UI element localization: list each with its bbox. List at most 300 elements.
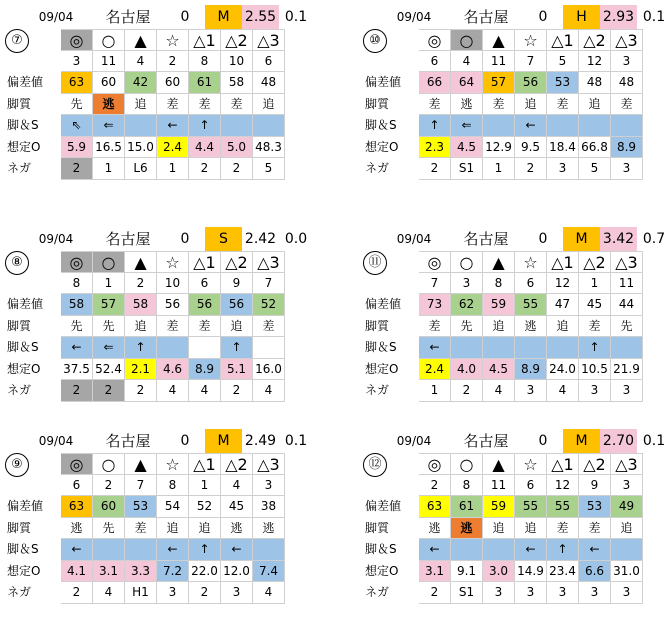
horse-number: 7 xyxy=(419,273,451,295)
row-label: ネガ xyxy=(7,161,32,175)
odds-cell: 9.5 xyxy=(515,137,547,159)
deviation-cell: 42 xyxy=(125,72,157,94)
odds-cell: 48.3 xyxy=(253,137,285,159)
race-table xyxy=(5,251,305,402)
mark-cell: ▲ xyxy=(125,453,157,475)
horse-number: 4 xyxy=(125,51,157,73)
race-value: 2.70 xyxy=(600,429,637,453)
deviation-cell: 57 xyxy=(483,72,515,94)
nega-cell: H1 xyxy=(125,582,157,604)
mark-cell: ☆ xyxy=(157,29,189,51)
horse-number: 12 xyxy=(547,475,579,497)
odds-cell: 4.0 xyxy=(451,359,483,381)
row-label xyxy=(5,51,61,73)
mark-cell: ☆ xyxy=(515,29,547,51)
row-label: 脚＆S xyxy=(7,118,39,132)
horse-number: 11 xyxy=(611,273,643,295)
pace-cell: ↑ xyxy=(547,539,579,561)
horse-number: 6 xyxy=(61,475,93,497)
race-zero: 0 xyxy=(538,231,548,247)
nega-cell: 1 xyxy=(419,380,451,402)
race-zero: 0 xyxy=(180,231,190,247)
style-cell: 追 xyxy=(547,316,579,338)
nega-cell: 4 xyxy=(253,380,285,402)
horse-number: 11 xyxy=(93,51,125,73)
deviation-cell: 59 xyxy=(483,294,515,316)
pace-cell xyxy=(189,337,221,359)
mark-cell: ◎ xyxy=(419,251,451,273)
row-label: 脚質 xyxy=(7,318,32,333)
pace-cell xyxy=(157,337,189,359)
odds-cell: 12.0 xyxy=(221,561,253,583)
style-cell: 追 xyxy=(579,94,611,116)
nega-cell: S1 xyxy=(451,582,483,604)
mark-cell: △2 xyxy=(221,453,253,475)
row-label: ネガ xyxy=(365,383,390,397)
style-cell: 追 xyxy=(515,94,547,116)
style-cell: 先 xyxy=(611,316,643,338)
odds-cell: 2.3 xyxy=(419,137,451,159)
row-label xyxy=(363,475,419,497)
deviation-cell: 58 xyxy=(125,294,157,316)
horse-number: 11 xyxy=(483,475,515,497)
race-number: ⑪ xyxy=(363,251,387,275)
row-label: 脚＆S xyxy=(7,542,39,556)
row-label: 偏差値 xyxy=(365,499,402,513)
deviation-cell: 56 xyxy=(221,294,253,316)
style-cell: 追 xyxy=(221,316,253,338)
row-label: 脚質 xyxy=(7,520,32,535)
odds-cell: 5.1 xyxy=(221,359,253,381)
odds-cell: 4.5 xyxy=(483,359,515,381)
deviation-cell: 44 xyxy=(611,294,643,316)
horse-number: 6 xyxy=(515,273,547,295)
pace-cell xyxy=(547,337,579,359)
nega-cell: 3 xyxy=(515,582,547,604)
horse-number: 2 xyxy=(157,51,189,73)
mark-cell: ○ xyxy=(93,453,125,475)
odds-cell: 9.1 xyxy=(451,561,483,583)
pace-cell xyxy=(253,539,285,561)
race-diff: 0.7 xyxy=(642,231,666,247)
style-cell: 逃 xyxy=(253,518,285,540)
horse-number: 11 xyxy=(483,51,515,73)
style-cell: 逃 xyxy=(451,518,483,540)
style-cell: 差 xyxy=(189,94,221,116)
style-cell: 追 xyxy=(189,518,221,540)
race-diff: 0.0 xyxy=(284,231,308,247)
nega-cell: 3 xyxy=(221,582,253,604)
pace-cell xyxy=(93,539,125,561)
style-cell: 差 xyxy=(547,94,579,116)
pace-cell xyxy=(611,539,643,561)
row-label: 脚質 xyxy=(365,96,390,111)
odds-cell: 8.9 xyxy=(515,359,547,381)
pace-cell xyxy=(451,337,483,359)
race-venue: 名古屋 xyxy=(105,8,151,26)
nega-cell: 2 xyxy=(93,380,125,402)
race-venue: 名古屋 xyxy=(105,432,151,450)
race-date: 09/04 xyxy=(396,434,432,448)
nega-cell: L6 xyxy=(125,158,157,180)
race-block xyxy=(363,429,666,604)
pace-cell: ← xyxy=(515,539,547,561)
style-cell: 追 xyxy=(157,518,189,540)
pace-cell xyxy=(253,337,285,359)
odds-cell: 66.8 xyxy=(579,137,611,159)
style-cell: 追 xyxy=(611,518,643,540)
race-table xyxy=(363,251,663,402)
mark-cell: △1 xyxy=(189,453,221,475)
deviation-cell: 54 xyxy=(157,496,189,518)
odds-cell: 31.0 xyxy=(611,561,643,583)
race-date: 09/04 xyxy=(396,232,432,246)
mark-cell: △1 xyxy=(547,453,579,475)
style-cell: 差 xyxy=(547,518,579,540)
mark-cell: △3 xyxy=(253,251,285,273)
pace-cell xyxy=(547,115,579,137)
deviation-cell: 57 xyxy=(93,294,125,316)
nega-cell: 3 xyxy=(547,582,579,604)
mark-cell: △3 xyxy=(611,251,643,273)
odds-cell: 15.0 xyxy=(125,137,157,159)
style-cell: 差 xyxy=(157,94,189,116)
nega-cell: 5 xyxy=(579,158,611,180)
row-label: 偏差値 xyxy=(365,297,402,311)
style-cell: 差 xyxy=(157,316,189,338)
nega-cell: 3 xyxy=(579,582,611,604)
race-venue: 名古屋 xyxy=(463,432,509,450)
deviation-cell: 66 xyxy=(419,72,451,94)
deviation-cell: 62 xyxy=(451,294,483,316)
horse-number: 9 xyxy=(221,273,253,295)
mark-cell: △1 xyxy=(547,251,579,273)
nega-cell: 1 xyxy=(93,158,125,180)
mark-cell: ◎ xyxy=(419,453,451,475)
row-label: ネガ xyxy=(365,161,390,175)
pace-cell xyxy=(483,539,515,561)
odds-cell: 5.9 xyxy=(61,137,93,159)
style-cell: 逃 xyxy=(419,518,451,540)
mark-cell: ○ xyxy=(451,29,483,51)
style-cell: 追 xyxy=(483,518,515,540)
odds-cell: 4.1 xyxy=(61,561,93,583)
deviation-cell: 53 xyxy=(547,72,579,94)
odds-cell: 16.5 xyxy=(93,137,125,159)
deviation-cell: 56 xyxy=(189,294,221,316)
deviation-cell: 53 xyxy=(579,496,611,518)
race-value: 2.55 xyxy=(242,5,279,29)
style-cell: 追 xyxy=(125,94,157,116)
row-label: 想定O xyxy=(365,361,399,376)
mark-cell: ▲ xyxy=(125,29,157,51)
horse-number: 6 xyxy=(419,51,451,73)
mark-cell: △2 xyxy=(579,29,611,51)
race-zero: 0 xyxy=(538,9,548,25)
pace-cell: ← xyxy=(157,539,189,561)
row-label: 想定O xyxy=(365,563,399,578)
style-cell: 逃 xyxy=(451,94,483,116)
pace-cell xyxy=(451,539,483,561)
race-number-label xyxy=(5,453,61,475)
horse-number: 8 xyxy=(189,51,221,73)
race-diff: 0.1 xyxy=(642,433,666,449)
race-number: ⑨ xyxy=(5,453,29,477)
mark-cell: △2 xyxy=(579,251,611,273)
style-cell: 先 xyxy=(451,316,483,338)
nega-cell: 3 xyxy=(515,380,547,402)
deviation-cell: 45 xyxy=(221,496,253,518)
race-number-label xyxy=(363,251,419,273)
race-number-label xyxy=(5,29,61,51)
deviation-cell: 64 xyxy=(451,72,483,94)
race-value: 2.49 xyxy=(244,433,277,449)
horse-number: 3 xyxy=(61,51,93,73)
race-grade: M xyxy=(563,429,600,453)
pace-cell: ⇐ xyxy=(451,115,483,137)
mark-cell: △3 xyxy=(253,453,285,475)
mark-cell: ◎ xyxy=(61,29,93,51)
race-header xyxy=(363,5,666,29)
nega-cell: 4 xyxy=(547,380,579,402)
nega-cell: 3 xyxy=(579,380,611,402)
mark-cell: ◎ xyxy=(419,29,451,51)
race-zero: 0 xyxy=(538,433,548,449)
race-table xyxy=(363,29,663,180)
row-label xyxy=(363,273,419,295)
deviation-cell: 58 xyxy=(221,72,253,94)
race-number: ⑫ xyxy=(363,453,387,477)
row-label: ネガ xyxy=(7,585,32,599)
race-grade: M xyxy=(563,227,600,251)
horse-number: 8 xyxy=(483,273,515,295)
horse-number: 7 xyxy=(125,475,157,497)
mark-cell: ☆ xyxy=(515,453,547,475)
nega-cell: 4 xyxy=(157,380,189,402)
pace-cell: ← xyxy=(61,337,93,359)
odds-cell: 4.6 xyxy=(157,359,189,381)
mark-cell: ◎ xyxy=(61,453,93,475)
odds-cell: 14.9 xyxy=(515,561,547,583)
nega-cell: 2 xyxy=(61,380,93,402)
style-cell: 差 xyxy=(221,94,253,116)
horse-number: 4 xyxy=(221,475,253,497)
deviation-cell: 48 xyxy=(611,72,643,94)
pace-cell: ← xyxy=(221,539,253,561)
odds-cell: 24.0 xyxy=(547,359,579,381)
deviation-cell: 63 xyxy=(419,496,451,518)
row-label xyxy=(363,51,419,73)
horse-number: 8 xyxy=(61,273,93,295)
deviation-cell: 60 xyxy=(93,496,125,518)
nega-cell: 5 xyxy=(253,158,285,180)
race-grade: M xyxy=(205,5,242,29)
nega-cell: 4 xyxy=(189,380,221,402)
pace-cell: ← xyxy=(419,337,451,359)
race-header xyxy=(5,227,308,251)
pace-cell xyxy=(579,115,611,137)
odds-cell: 2.4 xyxy=(157,137,189,159)
mark-cell: ☆ xyxy=(515,251,547,273)
race-header xyxy=(363,429,666,453)
nega-cell: 2 xyxy=(189,582,221,604)
horse-number: 10 xyxy=(157,273,189,295)
race-header xyxy=(363,227,666,251)
race-date: 09/04 xyxy=(38,10,74,24)
style-cell: 差 xyxy=(125,518,157,540)
odds-cell: 8.9 xyxy=(611,137,643,159)
nega-cell: 2 xyxy=(125,380,157,402)
deviation-cell: 52 xyxy=(253,294,285,316)
style-cell: 先 xyxy=(61,316,93,338)
mark-cell: ☆ xyxy=(157,453,189,475)
race-number-label xyxy=(5,251,61,273)
race-number-label xyxy=(363,453,419,475)
mark-cell: ▲ xyxy=(483,453,515,475)
race-table xyxy=(363,453,663,604)
deviation-cell: 52 xyxy=(189,496,221,518)
deviation-cell: 59 xyxy=(483,496,515,518)
pace-cell: ↑ xyxy=(125,337,157,359)
deviation-cell: 48 xyxy=(253,72,285,94)
horse-number: 2 xyxy=(93,475,125,497)
deviation-cell: 60 xyxy=(157,72,189,94)
pace-cell: ↑ xyxy=(579,337,611,359)
horse-number: 7 xyxy=(515,51,547,73)
row-label: 想定O xyxy=(7,361,41,376)
mark-cell: △2 xyxy=(221,29,253,51)
style-cell: 先 xyxy=(61,94,93,116)
race-number: ⑦ xyxy=(5,29,29,53)
row-label: 脚質 xyxy=(7,96,32,111)
odds-cell: 16.0 xyxy=(253,359,285,381)
race-block xyxy=(363,5,666,180)
mark-cell: △1 xyxy=(547,29,579,51)
horse-number: 8 xyxy=(451,475,483,497)
race-grade: M xyxy=(205,429,242,453)
style-cell: 追 xyxy=(483,316,515,338)
odds-cell: 37.5 xyxy=(61,359,93,381)
race-block xyxy=(5,5,308,180)
horse-number: 7 xyxy=(253,273,285,295)
pace-cell: ↑ xyxy=(221,337,253,359)
deviation-cell: 63 xyxy=(61,72,93,94)
deviation-cell: 45 xyxy=(579,294,611,316)
mark-cell: △2 xyxy=(579,453,611,475)
pace-cell xyxy=(125,539,157,561)
row-label: 脚＆S xyxy=(365,542,397,556)
deviation-cell: 61 xyxy=(451,496,483,518)
race-grade: H xyxy=(563,5,600,29)
pace-cell xyxy=(515,337,547,359)
style-cell: 逃 xyxy=(515,316,547,338)
pace-cell: ⇐ xyxy=(93,337,125,359)
deviation-cell: 73 xyxy=(419,294,451,316)
mark-cell: △1 xyxy=(189,251,221,273)
odds-cell: 21.9 xyxy=(611,359,643,381)
odds-cell: 52.4 xyxy=(93,359,125,381)
nega-cell: 2 xyxy=(419,582,451,604)
style-cell: 逃 xyxy=(221,518,253,540)
style-cell: 追 xyxy=(253,94,285,116)
style-cell: 差 xyxy=(253,316,285,338)
pace-cell xyxy=(125,115,157,137)
race-number-label xyxy=(363,29,419,51)
odds-cell: 6.6 xyxy=(579,561,611,583)
mark-cell: ▲ xyxy=(125,251,157,273)
deviation-cell: 55 xyxy=(547,496,579,518)
style-cell: 先 xyxy=(93,316,125,338)
nega-cell: 3 xyxy=(157,582,189,604)
nega-cell: 3 xyxy=(547,158,579,180)
odds-cell: 22.0 xyxy=(189,561,221,583)
horse-number: 12 xyxy=(547,273,579,295)
race-zero: 0 xyxy=(180,9,190,25)
odds-cell: 12.9 xyxy=(483,137,515,159)
horse-number: 8 xyxy=(157,475,189,497)
horse-number: 3 xyxy=(451,273,483,295)
mark-cell: △3 xyxy=(611,453,643,475)
odds-cell: 7.4 xyxy=(253,561,285,583)
nega-cell: 2 xyxy=(221,380,253,402)
row-label: 脚＆S xyxy=(7,340,39,354)
race-value: 2.42 xyxy=(244,231,277,247)
odds-cell: 2.4 xyxy=(419,359,451,381)
race-number: ⑩ xyxy=(363,29,387,53)
pace-cell: ← xyxy=(61,539,93,561)
horse-number: 5 xyxy=(547,51,579,73)
style-cell: 差 xyxy=(611,94,643,116)
odds-cell: 3.3 xyxy=(125,561,157,583)
nega-cell: 3 xyxy=(611,582,643,604)
row-label: 脚＆S xyxy=(365,340,397,354)
horse-number: 12 xyxy=(579,51,611,73)
row-label xyxy=(5,273,61,295)
nega-cell: 3 xyxy=(611,158,643,180)
row-label: 脚＆S xyxy=(365,118,397,132)
pace-cell: ↑ xyxy=(189,539,221,561)
pace-cell: ⇐ xyxy=(93,115,125,137)
row-label: 想定O xyxy=(365,139,399,154)
row-label: 脚質 xyxy=(365,520,390,535)
race-date: 09/04 xyxy=(38,434,74,448)
pace-cell xyxy=(483,115,515,137)
odds-cell: 23.4 xyxy=(547,561,579,583)
nega-cell: 2 xyxy=(451,380,483,402)
horse-number: 3 xyxy=(611,475,643,497)
style-cell: 先 xyxy=(93,518,125,540)
horse-number: 6 xyxy=(515,475,547,497)
odds-cell: 3.0 xyxy=(483,561,515,583)
deviation-cell: 55 xyxy=(515,496,547,518)
row-label: ネガ xyxy=(7,383,32,397)
horse-number: 1 xyxy=(93,273,125,295)
nega-cell: 3 xyxy=(611,380,643,402)
race-date: 09/04 xyxy=(396,10,432,24)
row-label: ネガ xyxy=(365,585,390,599)
nega-cell: 2 xyxy=(221,158,253,180)
style-cell: 差 xyxy=(189,316,221,338)
row-label: 想定O xyxy=(7,139,41,154)
mark-cell: ☆ xyxy=(157,251,189,273)
row-label: 偏差値 xyxy=(7,297,44,311)
odds-cell: 3.1 xyxy=(93,561,125,583)
mark-cell: ○ xyxy=(451,251,483,273)
nega-cell: 2 xyxy=(515,158,547,180)
pace-cell: ← xyxy=(419,539,451,561)
horse-number: 1 xyxy=(189,475,221,497)
deviation-cell: 53 xyxy=(125,496,157,518)
